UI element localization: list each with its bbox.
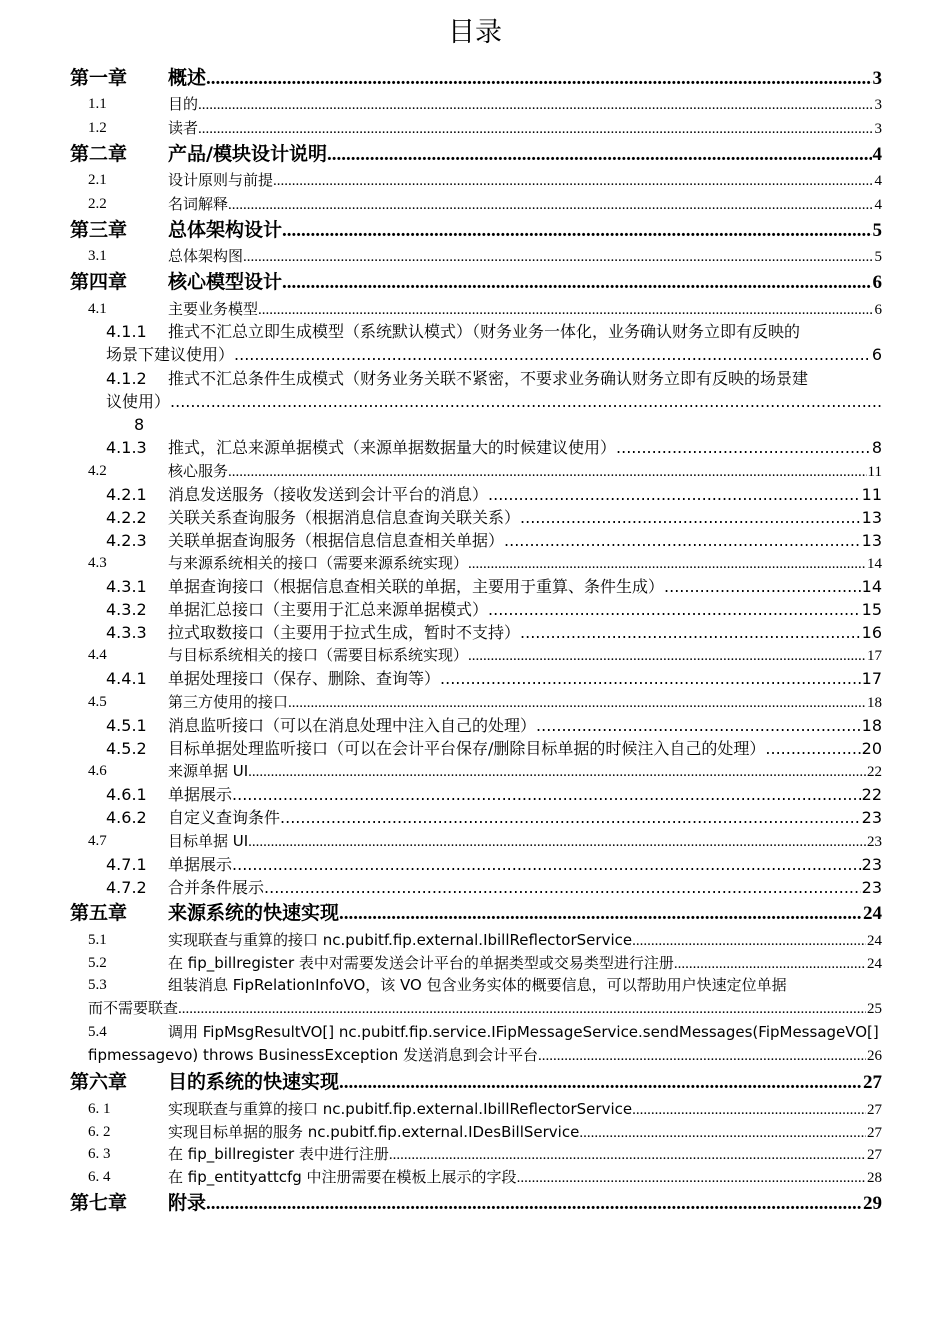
toc-dot-leader (488, 599, 861, 621)
toc-entry-line (106, 391, 882, 413)
toc-entry-title: 名词解释 (168, 195, 229, 213)
toc-entry-title: 单据查询接口（根据信息查相关联的单据，主要用于重算、条件生成） (168, 577, 665, 596)
toc-entry-number: 4.5.2 (106, 739, 147, 758)
toc-page-number: 5 (874, 249, 882, 265)
toc-entry-title: 目标单据 UI (168, 832, 249, 850)
toc-entry-line (168, 1191, 882, 1215)
toc-entry-number: 第六章 (70, 1071, 128, 1093)
toc-dot-leader (273, 171, 873, 190)
page-title: 目录 (448, 17, 502, 48)
toc-entry-line (168, 599, 882, 621)
toc-entry-number: 第四章 (70, 271, 128, 293)
toc-entry-title: 产品/模块设计说明 (168, 143, 327, 165)
toc-entry-number: 1.2 (88, 120, 107, 136)
toc-entry-line (88, 1045, 882, 1065)
toc-entry-title: 目标单据处理监听接口（可以在会计平台保存/删除目标单据的时候注入自己的处理） (168, 739, 766, 758)
toc-entry-line (168, 218, 882, 242)
toc-page-number: 17 (867, 648, 882, 664)
toc-dot-leader (765, 738, 860, 760)
toc-entry-title: 实现联查与重算的接口 nc.pubitf.fip.external.IbillReflectorService (168, 1100, 633, 1118)
toc-page-number: 28 (867, 1170, 882, 1186)
toc-entry-title: 在 fip_billregister 表中对需要发送会计平台的单据类型或交易类型进行注册 (168, 954, 674, 972)
toc-page-number: 3 (874, 121, 882, 137)
toc-entry-line (168, 299, 882, 319)
toc-entry-number: 4.7.1 (106, 855, 147, 874)
toc-page-number: 3 (874, 97, 882, 113)
toc-entry-number: 第一章 (70, 67, 128, 89)
toc-page-number: 27 (867, 1125, 882, 1141)
toc-entry-line (168, 118, 882, 138)
toc-entry-number: 5.4 (88, 1024, 107, 1040)
toc-entry-number: 1.1 (88, 96, 107, 112)
toc-page-number: 27 (867, 1102, 882, 1118)
toc-page-number: 6 (872, 272, 882, 293)
toc-dot-leader (198, 95, 873, 114)
toc-page-number: 17 (861, 669, 882, 688)
toc-entry-title-continued: 而不需要联查 (88, 999, 179, 1017)
toc-entry-number: 第三章 (70, 219, 128, 241)
toc-entry-title: 推式，汇总来源单据模式（来源单据数据量大的时候建议使用） (168, 438, 617, 457)
toc-dot-leader (339, 1071, 862, 1094)
toc-dot-leader (234, 344, 871, 366)
toc-entry-title: 单据处理接口（保存、删除、查询等） (168, 669, 441, 688)
toc-entry-number: 5.1 (88, 932, 107, 948)
toc-dot-leader (440, 668, 861, 690)
toc-entry-title: 读者 (168, 119, 199, 137)
toc-page-number: 22 (867, 764, 882, 780)
toc-dot-leader (632, 1100, 866, 1119)
toc-entry-line (168, 321, 892, 343)
toc-page-number: 4 (874, 173, 882, 189)
toc-entry-title: 实现联查与重算的接口 nc.pubitf.fip.external.IbillReflectorService (168, 931, 633, 949)
toc-entry-title: 总体架构设计 (168, 219, 283, 241)
toc-entry-title: 单据汇总接口（主要用于汇总来源单据模式） (168, 600, 489, 619)
toc-entry-line (168, 1022, 892, 1042)
toc-page-number: 27 (867, 1147, 882, 1163)
toc-dot-leader (664, 576, 861, 598)
toc-page-number: 22 (861, 785, 882, 804)
toc-entry-line (168, 170, 882, 190)
toc-entry-number: 4.6 (88, 763, 107, 779)
toc-dot-leader (579, 1123, 866, 1142)
toc-entry-number: 4.3 (88, 555, 107, 571)
toc-page-number: 20 (861, 739, 882, 758)
toc-page-number: 5 (872, 220, 882, 241)
toc-entry-line (168, 270, 882, 294)
toc-page-number: 11 (867, 464, 882, 480)
toc-entry-line (168, 437, 882, 459)
toc-entry-number: 4.6.2 (106, 808, 147, 827)
toc-page-number: 24 (867, 956, 882, 972)
toc-page-number: 16 (861, 623, 882, 642)
toc-entry-title: 附录 (168, 1192, 207, 1214)
toc-entry-title: 目的系统的快速实现 (168, 1071, 340, 1093)
toc-dot-leader (248, 762, 866, 781)
toc-entry-line (168, 784, 882, 806)
toc-entry-number: 4.1.3 (106, 438, 147, 457)
toc-entry-line (168, 975, 892, 995)
toc-entry-number: 第二章 (70, 143, 128, 165)
toc-entry-number: 4.2 (88, 463, 107, 479)
toc-entry-number: 2.2 (88, 196, 107, 212)
toc-page-number: 18 (861, 716, 882, 735)
toc-entry-title: 关联单据查询服务（根据信息信息查相关单据） (168, 531, 505, 550)
toc-entry-title: 在 fip_entityattcfg 中注册需要在模板上展示的字段 (168, 1168, 517, 1186)
toc-page-number: 14 (867, 556, 882, 572)
toc-dot-leader (520, 507, 861, 529)
toc-entry-title: 拉式取数接口（主要用于拉式生成，暂时不支持） (168, 623, 521, 642)
toc-dot-leader (228, 195, 873, 214)
toc-entry-title: 总体架构图 (168, 247, 244, 265)
toc-entry-title: 单据展示 (168, 855, 233, 874)
toc-dot-leader (339, 902, 862, 925)
toc-entry-number: 4.3.3 (106, 623, 147, 642)
toc-entry-line (168, 1099, 882, 1119)
toc-dot-leader (504, 530, 861, 552)
toc-entry-line (168, 761, 882, 781)
toc-entry-title: 推式不汇总条件生成模式（财务业务关联不紧密，不要求业务确认财务立即有反映的场景建 (168, 369, 809, 388)
toc-entry-line (168, 484, 882, 506)
toc-entry-line (168, 1070, 882, 1094)
toc-entry-title: 设计原则与前提 (168, 171, 274, 189)
toc-entry-number: 3.1 (88, 248, 107, 264)
toc-entry-title: 推式不汇总立即生成模型（系统默认模式）（财务业务一体化，业务确认财务立即有反映的 (168, 322, 801, 341)
toc-page-number: 8 (134, 415, 145, 434)
toc-dot-leader (206, 67, 871, 90)
toc-dot-leader (170, 391, 882, 413)
toc-page-number: 25 (867, 1001, 882, 1017)
toc-dot-leader (536, 715, 861, 737)
toc-page-number: 6 (871, 345, 882, 364)
toc-entry-line (168, 953, 882, 973)
toc-dot-leader (243, 247, 873, 266)
toc-dot-leader (280, 807, 861, 829)
toc-page-number: 24 (863, 903, 882, 924)
toc-entry-number: 4.3.1 (106, 577, 147, 596)
toc-entry-title-continued: 场景下建议使用） (106, 345, 235, 364)
toc-entry-line (168, 94, 882, 114)
toc-entry-title-continued: 议使用） (106, 392, 171, 411)
toc-entry-number: 4.7 (88, 833, 107, 849)
toc-page-number: 27 (863, 1072, 882, 1093)
toc-entry-number: 2.1 (88, 172, 107, 188)
toc-dot-leader (632, 931, 866, 950)
toc-entry-line (168, 807, 882, 829)
toc-entry-number: 4.4.1 (106, 669, 147, 688)
toc-page-number: 4 (872, 144, 882, 165)
toc-dot-leader (520, 622, 861, 644)
toc-dot-leader (282, 219, 871, 242)
toc-page-number: 23 (861, 855, 882, 874)
toc-entry-title: 自定义查询条件 (168, 808, 281, 827)
toc-page-number: 3 (872, 68, 882, 89)
toc-entry-title: 核心模型设计 (168, 271, 283, 293)
toc-entry-line (168, 645, 882, 665)
toc-entry-number: 4.5 (88, 694, 107, 710)
toc-page-number: 4 (874, 197, 882, 213)
toc-entry-number: 6. 3 (88, 1146, 111, 1162)
toc-entry-number: 6. 4 (88, 1169, 111, 1185)
toc-entry-title: 目的 (168, 95, 199, 113)
toc-dot-leader (468, 646, 866, 665)
toc-dot-leader (674, 954, 866, 973)
toc-entry-number: 第五章 (70, 902, 128, 924)
toc-entry-line (168, 576, 882, 598)
toc-entry-number: 4.1.2 (106, 369, 147, 388)
toc-dot-leader (198, 119, 873, 138)
toc-page-number: 18 (867, 695, 882, 711)
toc-entry-number: 4.7.2 (106, 878, 147, 897)
toc-entry-title: 与来源系统相关的接口（需要来源系统实现） (168, 554, 469, 572)
toc-entry-line (106, 344, 882, 366)
toc-entry-line (168, 368, 892, 390)
toc-entry-title: 合并条件展示 (168, 878, 265, 897)
toc-entry-line (168, 831, 882, 851)
toc-entry-line (168, 1167, 882, 1187)
toc-entry-title-continued: fipmessagevo) throws BusinessException 发送消息到会计平台 (88, 1046, 539, 1064)
toc-entry-line (168, 622, 882, 644)
toc-entry-title: 核心服务 (168, 462, 229, 480)
toc-entry-number: 4.5.1 (106, 716, 147, 735)
toc-entry-number: 5.2 (88, 955, 107, 971)
toc-page-number: 13 (861, 531, 882, 550)
toc-entry-line (168, 66, 882, 90)
toc-dot-leader (468, 554, 866, 573)
toc-dot-leader (517, 1168, 866, 1187)
toc-entry-line (168, 877, 882, 899)
toc-entry-title: 消息监听接口（可以在消息处理中注入自己的处理） (168, 716, 537, 735)
toc-dot-leader (248, 832, 866, 851)
toc-entry-title: 组装消息 FipRelationInfoVO，该 VO 包含业务实体的概要信息，可以帮助用户快速定位单据 (168, 976, 787, 994)
toc-entry-title: 来源单据 UI (168, 762, 249, 780)
toc-dot-leader (327, 143, 872, 166)
toc-entry-title: 调用 FipMsgResultVO[] nc.pubitf.fip.service.IFipMessageService.sendMessages(FipMessageVO[] (168, 1023, 879, 1041)
toc-page-number: 8 (871, 438, 882, 457)
toc-entry-line (168, 461, 882, 481)
toc-entry-title: 在 fip_billregister 表中进行注册 (168, 1145, 389, 1163)
toc-dot-leader (488, 484, 861, 506)
toc-dot-leader (538, 1046, 866, 1065)
toc-dot-leader (616, 437, 871, 459)
toc-entry-title: 第三方使用的接口 (168, 693, 289, 711)
toc-dot-leader (178, 999, 866, 1018)
toc-entry-line (168, 738, 882, 760)
toc-entry-title: 来源系统的快速实现 (168, 902, 340, 924)
toc-dot-leader (232, 854, 861, 876)
toc-entry-line (168, 142, 882, 166)
toc-entry-title: 主要业务模型 (168, 300, 259, 318)
toc-entry-number: 4.1 (88, 301, 107, 317)
toc-entry-line (168, 854, 882, 876)
toc-entry-line (168, 901, 882, 925)
toc-entry-line (168, 194, 882, 214)
toc-entry-number: 4.2.3 (106, 531, 147, 550)
toc-page-number: 26 (867, 1048, 882, 1064)
toc-dot-leader (232, 784, 861, 806)
toc-page-number: 23 (861, 878, 882, 897)
toc-page-number: 6 (874, 302, 882, 318)
toc-entry-number: 4.1.1 (106, 322, 147, 341)
toc-entry-line (168, 1144, 882, 1164)
toc-entry-number: 5.3 (88, 977, 107, 993)
toc-entry-title: 消息发送服务（接收发送到会计平台的消息） (168, 485, 489, 504)
toc-entry-line (168, 692, 882, 712)
toc-entry-number: 4.4 (88, 647, 107, 663)
toc-page-number: 13 (861, 508, 882, 527)
toc-entry-title: 关联关系查询服务（根据消息信息查询关联关系） (168, 508, 521, 527)
toc-page-number: 24 (867, 933, 882, 949)
toc-entry-number: 6. 2 (88, 1124, 111, 1140)
toc-entry-number: 4.2.2 (106, 508, 147, 527)
toc-page-number: 23 (867, 834, 882, 850)
toc-dot-leader (282, 271, 871, 294)
toc-dot-leader (228, 462, 867, 481)
toc-entry-number: 第七章 (70, 1192, 128, 1214)
toc-dot-leader (258, 300, 873, 319)
toc-entry-title: 概述 (168, 67, 207, 89)
toc-page-number: 23 (861, 808, 882, 827)
toc-dot-leader (288, 693, 866, 712)
toc-page-number: 29 (863, 1193, 882, 1214)
toc-entry-line (168, 668, 882, 690)
toc-entry-title: 与目标系统相关的接口（需要目标系统实现） (168, 646, 469, 664)
toc-page-number: 15 (861, 600, 882, 619)
toc-entry-line (168, 507, 882, 529)
toc-page-number: 11 (861, 485, 882, 504)
toc-entry-line (168, 715, 882, 737)
toc-entry-title: 实现目标单据的服务 nc.pubitf.fip.external.IDesBillService (168, 1123, 580, 1141)
toc-page-number: 14 (861, 577, 882, 596)
toc-dot-leader (389, 1145, 866, 1164)
toc-entry-line (168, 246, 882, 266)
toc-entry-title: 单据展示 (168, 785, 233, 804)
toc-entry-line (168, 530, 882, 552)
toc-dot-leader (264, 877, 861, 899)
toc-dot-leader (206, 1192, 862, 1215)
toc-entry-line (168, 553, 882, 573)
toc-entry-number: 4.2.1 (106, 485, 147, 504)
toc-entry-number: 6. 1 (88, 1101, 111, 1117)
toc-entry-line (168, 1122, 882, 1142)
toc-entry-line (168, 930, 882, 950)
toc-entry-line (88, 998, 882, 1018)
toc-entry-number: 4.6.1 (106, 785, 147, 804)
toc-entry-number: 4.3.2 (106, 600, 147, 619)
